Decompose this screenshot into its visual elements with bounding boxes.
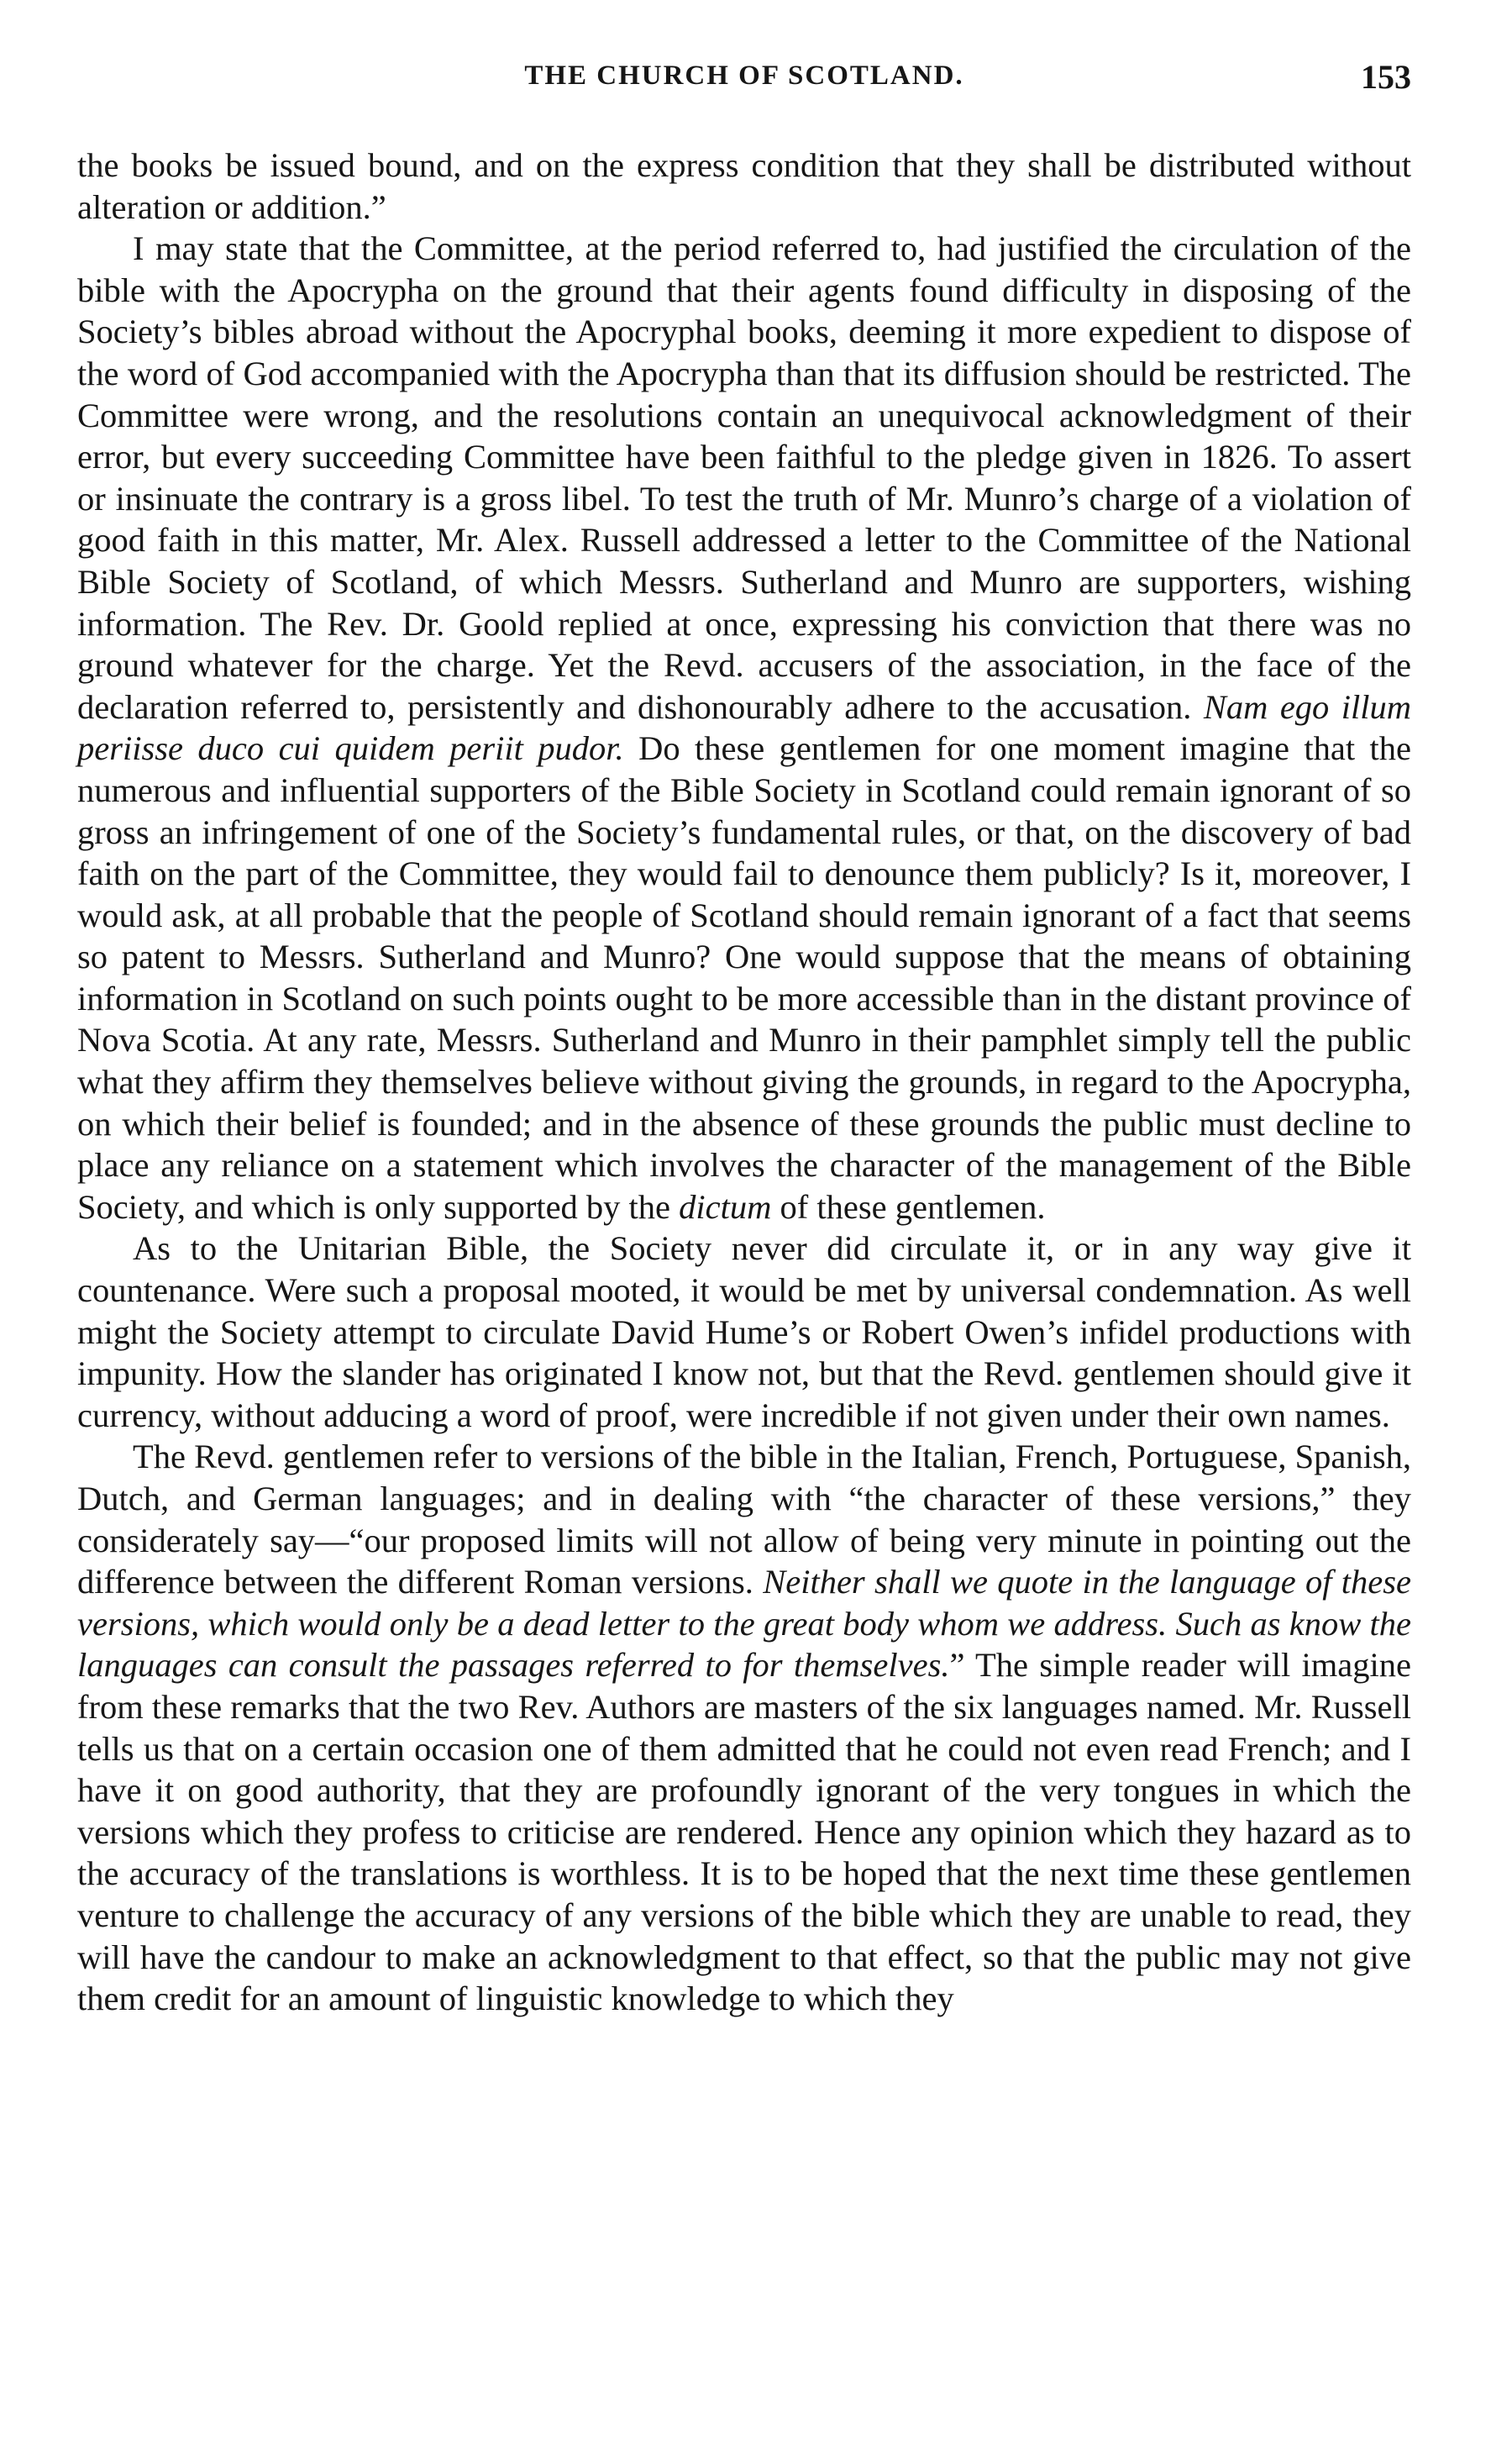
text-segment: of these gentlemen.: [771, 1187, 1046, 1226]
text-segment: the books be issued bound, and on the express condition that they shall be distributed without alteration or addition.”: [77, 146, 1411, 226]
text-segment: Do these gentlemen for one moment imagine that the numerous and influential supporters of the Bible Society in Scotland could remain ignorant of so gross an infringement of one of the Society’s fundamental rules, or that, on the discovery of bad faith on the part of the Committee, they would fail to denounce them publicly? Is it, moreover, I would ask, at all probable that the people of Scotland should remain ignorant of a fact that seems so patent to Messrs. Sutherland and Munro? One would suppose that the means of obtaining information in Scotland on such points ought to be more accessible than in the distant province of Nova Scotia. At any rate, Messrs. Sutherland and Munro in their pamphlet simply tell the public what they affirm they themselves believe without giving the grounds, in regard to the Apocrypha, on which their belief is founded; and in the absence of these grounds the public must decline to place any reliance on a statement which involves the character of the management of the Bible Society, and which is only supported by the: [77, 729, 1411, 1226]
italic-term: dictum: [679, 1187, 772, 1226]
text-segment: The Revd. gentlemen refer to versions of the bible in the Italian, French, Portuguese, Spanish, Dutch, and German languages; and in dealing with “the character of these versions,” they considerately say—“our proposed limits will not allow of being very minute in pointing out the difference between the different Roman versions.: [77, 1438, 1411, 1601]
text-segment: As to the Unitarian Bible, the Society never did circulate it, or in any way give it countenance. Were such a proposal mooted, it would be met by universal condemnation. As well might the Society attempt to circulate David Hume’s or Robert Owen’s infidel productions with impunity. How the slander has originated I know not, but that the Revd. gentlemen should give it currency, without adducing a word of proof, were incredible if not given under their own names.: [77, 1229, 1411, 1434]
paragraph-4: [77, 1436, 1411, 2019]
text-segment: ” The simple reader will imagine from these remarks that the two Rev. Authors are masters of the six languages named. Mr. Russell tells us that on a certain occasion one of them admitted that he could not even read French; and I have it on good authority, that they are profoundly ignorant of the very tongues in which the versions which they profess to criticise are rendered. Hence any opinion which they hazard as to the accuracy of the translations is worthless. It is to be hoped that the next time these gentlemen venture to challenge the accuracy of any versions of the bible which they are unable to read, they will have the candour to make an acknowledgment to that effect, so that the public may not give them credit for an amount of linguistic knowledge to which they: [77, 1646, 1411, 2018]
paragraph-1: [77, 145, 1411, 228]
paragraph-3: [77, 1228, 1411, 1436]
page-number: 153: [1361, 58, 1411, 96]
latin-quote: Nam ego illum periisse duco cui quidem periit pudor.: [77, 687, 1411, 768]
italic-quote: Neither shall we quote in the language of these versions, which would only be a dead letter to the great body whom we address. Such as know the languages can consult the passages referred to for themselves.: [77, 1563, 1412, 1685]
running-head-title: THE CHURCH OF SCOTLAND.: [524, 60, 964, 91]
page-header: [77, 60, 1411, 111]
body-text: [77, 145, 1411, 2020]
paragraph-2: [77, 228, 1411, 1228]
text-segment: I may state that the Committee, at the period referred to, had justified the circulation of the bible with the Apocrypha on the ground that their agents found difficulty in disposing of the Society’s bibles abroad without the Apocryphal books, deeming it more expedient to dispose of the word of God accompanied with the Apocrypha than that its diffusion should be restricted. The Committee were wrong, and the resolutions contain an unequivocal acknowledgment of their error, but every succeeding Committee have been faithful to the pledge given in 1826. To assert or insinuate the contrary is a gross libel. To test the truth of Mr. Munro’s charge of a violation of good faith in this matter, Mr. Alex. Russell addressed a letter to the Committee of the National Bible Society of Scotland, of which Messrs. Sutherland and Munro are supporters, wishing information. The Rev. Dr. Goold replied at once, expressing his conviction that there was no ground whatever for the charge. Yet the Revd. accusers of the association, in the face of the declaration referred to, persistently and dishonourably adhere to the accusation.: [77, 229, 1411, 726]
